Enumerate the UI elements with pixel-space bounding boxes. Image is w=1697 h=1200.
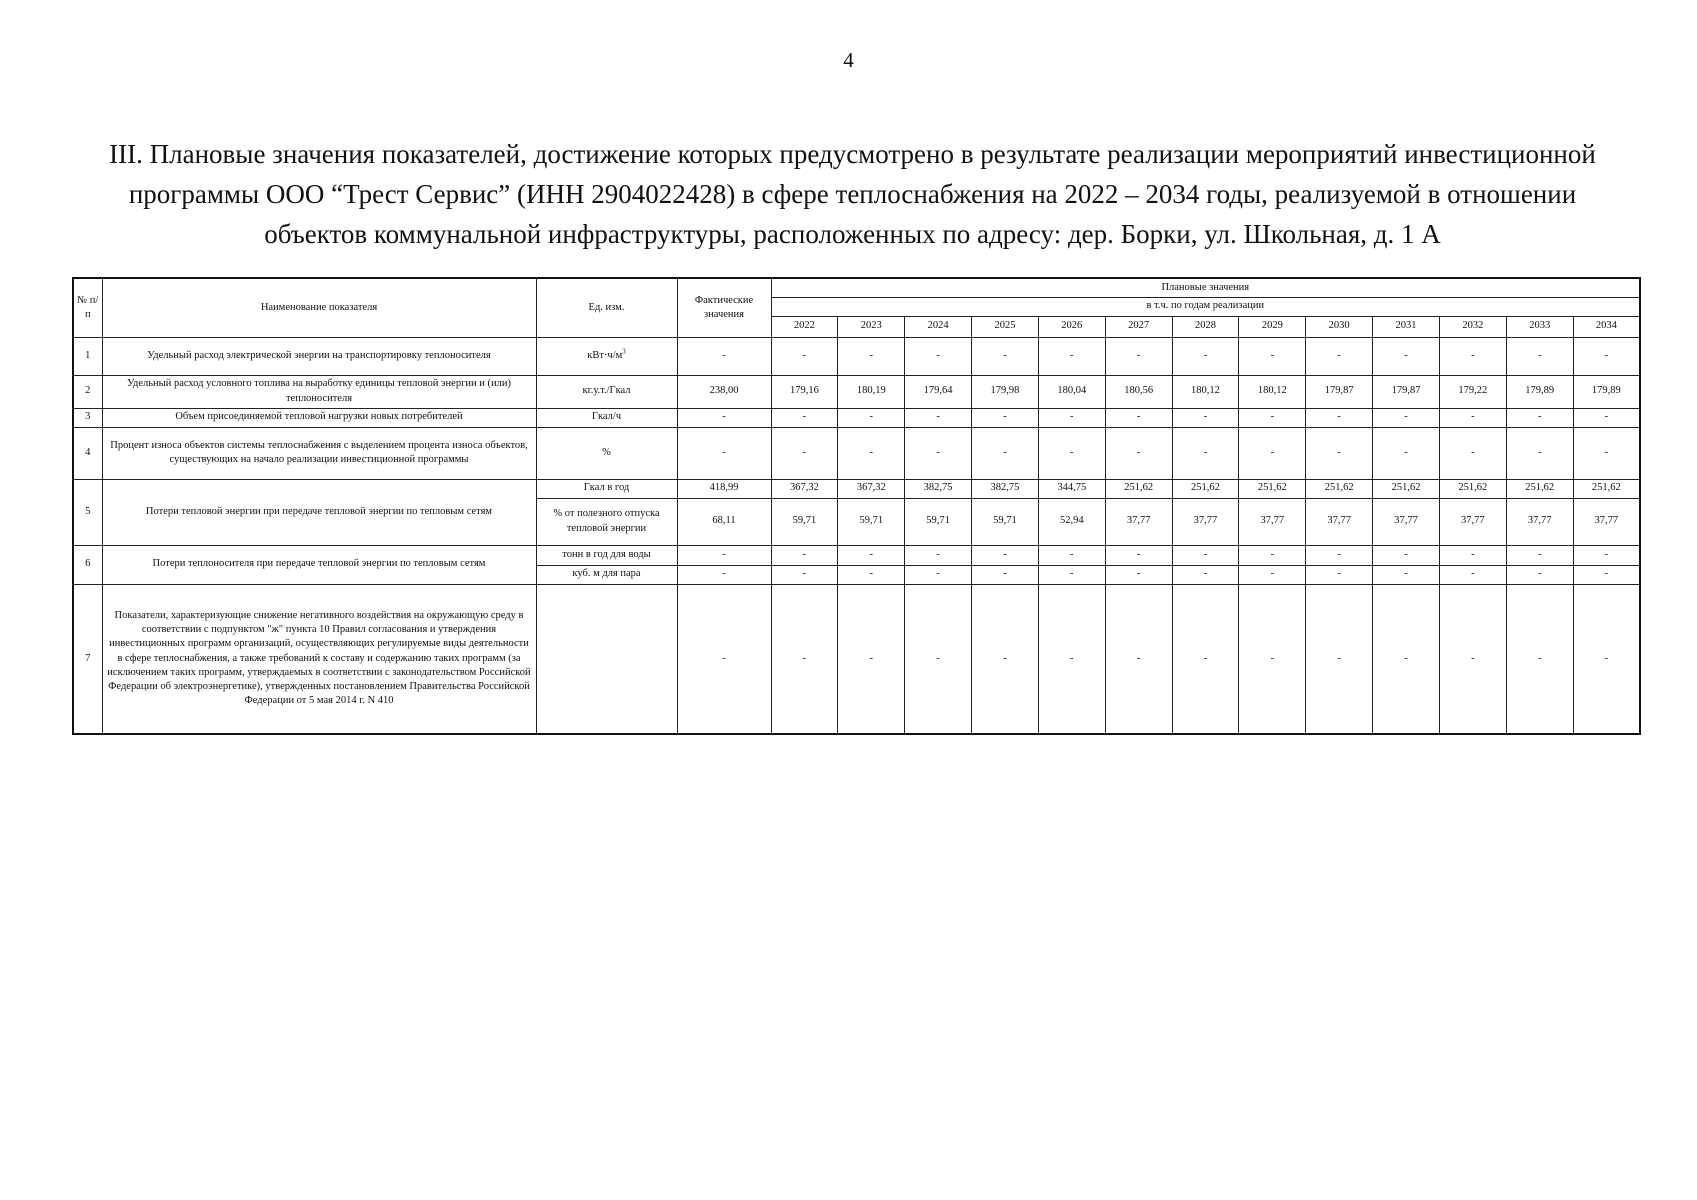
year-value: - [838,545,905,565]
table-body [73,337,1640,734]
table-row [73,479,1640,498]
year-value: - [1239,337,1306,375]
year-value: - [1506,584,1573,734]
year-value: - [1439,584,1506,734]
header-year: 2032 [1439,316,1506,337]
year-value: - [1439,337,1506,375]
header-year: 2024 [905,316,972,337]
actual-value: - [677,584,771,734]
year-value: - [838,584,905,734]
year-value: - [972,427,1039,479]
header-year: 2034 [1573,316,1640,337]
year-value: 251,62 [1506,479,1573,498]
year-value: 179,98 [972,375,1039,408]
header-year: 2023 [838,316,905,337]
indicator-name: Потери тепловой энергии при передаче тепловой энергии по тепловым сетям [102,479,536,545]
year-value: 179,22 [1439,375,1506,408]
year-value: 367,32 [771,479,838,498]
year-value: 180,12 [1172,375,1239,408]
year-value: - [1105,545,1172,565]
year-value: - [1038,337,1105,375]
year-value: - [771,565,838,584]
header-actual: Фактические значения [677,278,771,337]
header-year: 2022 [771,316,838,337]
unit-cell: % [536,427,677,479]
year-value: 251,62 [1439,479,1506,498]
unit-cell: $кВт\cdot ч/м^3$ [536,337,677,375]
year-value: - [771,427,838,479]
year-value: - [1239,427,1306,479]
year-value: - [1172,427,1239,479]
header-name: Наименование показателя [102,278,536,337]
year-value: - [1573,545,1640,565]
year-value: - [1172,337,1239,375]
year-value: - [1038,545,1105,565]
year-value: - [1105,427,1172,479]
row-number: 3 [73,408,102,427]
year-value: 52,94 [1038,498,1105,545]
year-value: 251,62 [1172,479,1239,498]
year-value: - [1373,427,1440,479]
row-number: 5 [73,479,102,545]
unit-cell: кг.у.т./Гкал [536,375,677,408]
year-value: - [1239,545,1306,565]
unit-cell: куб. м для пара [536,565,677,584]
header-year: 2026 [1038,316,1105,337]
year-value: - [1038,565,1105,584]
year-value: 179,87 [1306,375,1373,408]
year-value: - [1105,565,1172,584]
year-value: - [1172,408,1239,427]
year-value: - [1506,565,1573,584]
year-value: 37,77 [1306,498,1373,545]
table-row [73,545,1640,565]
year-value: - [1239,408,1306,427]
year-value: - [905,427,972,479]
year-value: 59,71 [905,498,972,545]
year-value: - [1105,337,1172,375]
unit-superscript: 3 [622,347,626,356]
year-value: - [1172,565,1239,584]
year-value: - [972,545,1039,565]
indicator-name: Удельный расход условного топлива на выработку единицы тепловой энергии и (или) теплоносителя [102,375,536,408]
actual-value: 238,00 [677,375,771,408]
unit-cell [536,584,677,734]
table-row [73,584,1640,734]
header-planned: Плановые значения [771,278,1640,297]
table-row [73,375,1640,408]
year-value: 179,87 [1373,375,1440,408]
year-value: 180,04 [1038,375,1105,408]
header-unit: Ед. изм. [536,278,677,337]
year-value: 59,71 [972,498,1039,545]
year-value: 180,12 [1239,375,1306,408]
indicators-table [72,277,1641,735]
year-value: - [1306,408,1373,427]
year-value: 251,62 [1573,479,1640,498]
actual-value: - [677,565,771,584]
year-value: - [1439,545,1506,565]
table-row [73,427,1640,479]
year-value: - [1573,565,1640,584]
year-value: - [838,408,905,427]
actual-value: 418,99 [677,479,771,498]
header-year: 2025 [972,316,1039,337]
header-year: 2028 [1172,316,1239,337]
unit-cell: тонн в год для воды [536,545,677,565]
table-header [73,278,1640,337]
year-value: - [1172,545,1239,565]
year-value: 367,32 [838,479,905,498]
indicator-name: Удельный расход электрической энергии на транспортировку теплоносителя [102,337,536,375]
year-value: 37,77 [1105,498,1172,545]
actual-value: 68,11 [677,498,771,545]
year-value: - [838,337,905,375]
document-title [80,134,1625,254]
year-value: 59,71 [771,498,838,545]
year-value: - [1573,427,1640,479]
year-value: - [1239,584,1306,734]
year-value: - [905,565,972,584]
row-number: 2 [73,375,102,408]
year-value: - [1038,584,1105,734]
year-value: - [1506,427,1573,479]
unit-cell: Гкал/ч [536,408,677,427]
year-value: 59,71 [838,498,905,545]
indicator-name: Показатели, характеризующие снижение негативного воздействия на окружающую среду в соответствии с подпунктом "ж" пункта 10 Правил согласования и утверждения инвестиционных программ организаций, осуществляющих регулируемые виды деятельности в сфере теплоснабжения, а также требований к составу и содержанию таких программ (за исключением таких программ, утверждаемых в соответствии с законодательством Российской Федерации об электроэнергетике), утвержденных постановлением Правительства Российской Федерации от 5 мая 2014 г. N 410 [102,584,536,734]
year-value: 37,77 [1506,498,1573,545]
year-value: 180,56 [1105,375,1172,408]
year-value: 382,75 [905,479,972,498]
header-year: 2030 [1306,316,1373,337]
unit-cell: % от полезного отпуска тепловой энергии [536,498,677,545]
year-value: - [1439,408,1506,427]
year-value: - [771,408,838,427]
year-value: - [1439,427,1506,479]
year-value: - [1172,584,1239,734]
year-value: - [905,584,972,734]
title-line-2: программы ООО “Трест Сервис” (ИНН 2904022428) в сфере теплоснабжения на 2022 – 2034 годы, реализуемой в отношении [128,179,1577,209]
year-value: - [905,408,972,427]
year-value: - [1573,584,1640,734]
year-value: - [838,565,905,584]
year-value: - [838,427,905,479]
year-value: - [972,584,1039,734]
year-value: 37,77 [1573,498,1640,545]
year-value: - [1038,408,1105,427]
actual-value: - [677,408,771,427]
header-year: 2027 [1105,316,1172,337]
year-value: - [1373,408,1440,427]
year-value: 37,77 [1373,498,1440,545]
year-value: - [1306,565,1373,584]
year-value: - [905,337,972,375]
year-value: 382,75 [972,479,1039,498]
actual-value: - [677,427,771,479]
indicator-name: Потери теплоносителя при передаче тепловой энергии по тепловым сетям [102,545,536,584]
table-row [73,408,1640,427]
year-value: 37,77 [1239,498,1306,545]
year-value: - [1105,408,1172,427]
header-year: 2029 [1239,316,1306,337]
year-value: 344,75 [1038,479,1105,498]
year-value: 251,62 [1105,479,1172,498]
header-by-years: в т.ч. по годам реализации [771,297,1640,316]
year-value: - [1573,408,1640,427]
year-value: - [1105,584,1172,734]
year-value: - [1506,545,1573,565]
title-line-1: III. Плановые значения показателей, достижение которых предусмотрено в результате реализации мероприятий инвестиционной [109,139,1596,169]
year-value: - [1506,337,1573,375]
unit-cell: Гкал в год [536,479,677,498]
year-value: 180,19 [838,375,905,408]
year-value: - [771,337,838,375]
row-number: 4 [73,427,102,479]
year-value: - [972,337,1039,375]
year-value: - [1373,545,1440,565]
year-value: - [1373,337,1440,375]
year-value: - [1038,427,1105,479]
year-value: 179,89 [1573,375,1640,408]
year-value: - [1573,337,1640,375]
actual-value: - [677,545,771,565]
year-value: - [771,545,838,565]
year-value: - [1306,584,1373,734]
header-year: 2033 [1506,316,1573,337]
year-value: 251,62 [1306,479,1373,498]
year-value: 179,64 [905,375,972,408]
table-row [73,337,1640,375]
row-number: 1 [73,337,102,375]
year-value: 37,77 [1172,498,1239,545]
year-value: 251,62 [1239,479,1306,498]
year-value: 179,16 [771,375,838,408]
year-value: 37,77 [1439,498,1506,545]
indicator-name: Процент износа объектов системы теплоснабжения с выделением процента износа объектов, существующих на начало реализации инвестиционной программы [102,427,536,479]
row-number: 6 [73,545,102,584]
year-value: - [771,584,838,734]
year-value: - [1239,565,1306,584]
year-value: - [972,565,1039,584]
year-value: - [1306,545,1373,565]
indicator-name: Объем присоединяемой тепловой нагрузки новых потребителей [102,408,536,427]
page-number: 4 [843,48,854,72]
year-value: 251,62 [1373,479,1440,498]
year-value: - [1306,337,1373,375]
year-value: - [1306,427,1373,479]
title-line-3: объектов коммунальной инфраструктуры, расположенных по адресу: дер. Борки, ул. Школьная, д. 1 А [264,219,1441,249]
year-value: - [1373,584,1440,734]
year-value: - [1373,565,1440,584]
year-value: 179,89 [1506,375,1573,408]
header-num: № п/п [73,278,102,337]
year-value: - [1439,565,1506,584]
year-value: - [905,545,972,565]
year-value: - [1506,408,1573,427]
actual-value: - [677,337,771,375]
row-number: 7 [73,584,102,734]
year-value: - [972,408,1039,427]
header-year: 2031 [1373,316,1440,337]
